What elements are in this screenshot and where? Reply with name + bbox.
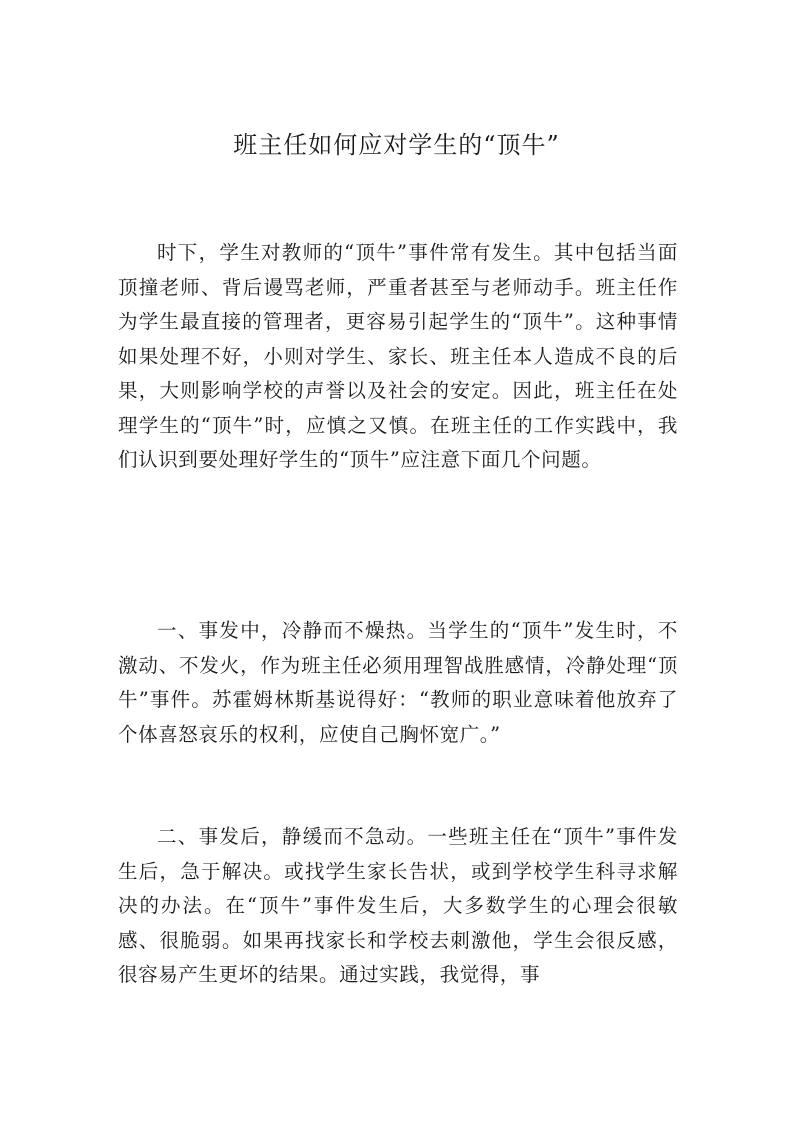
document-title: 班主任如何应对学生的“顶牛” bbox=[233, 131, 560, 159]
paragraph-point-one: 一、事发中，冷静而不燥热。当学生的“顶牛”发生时，不激动、不发火，作为班主任必须用理智战胜感情，冷静处理“顶牛”事件。苏霍姆林斯基说得好：“教师的职业意味着他放弃了个体喜怒哀乐的权利，应使自己胸怀宽广。” bbox=[118, 619, 678, 746]
paragraph-point-two: 二、事发后，静缓而不急动。一些班主任在“顶牛”事件发生后，急于解决。或找学生家长告状，或到学校学生科寻求解决的办法。在“顶牛”事件发生后，大多数学生的心理会很敏感、很脆弱。如果再找家长和学校去刺激他，学生会很反感，很容易产生更坏的结果。通过实践，我觉得，事 bbox=[118, 825, 678, 986]
paragraph-intro: 时下，学生对教师的“顶牛”事件常有发生。其中包括当面顶撞老师、背后谩骂老师，严重者甚至与老师动手。班主任作为学生最直接的管理者，更容易引起学生的“顶牛”。这种事情如果处理不好，小则对学生、家长、班主任本人造成不良的后果，大则影响学校的声誉以及社会的安定。因此，班主任在处理学生的“顶牛”时，应慎之又慎。在班主任的工作实践中，我们认识到要处理好学生的“顶牛”应注意下面几个问题。 bbox=[118, 241, 678, 471]
